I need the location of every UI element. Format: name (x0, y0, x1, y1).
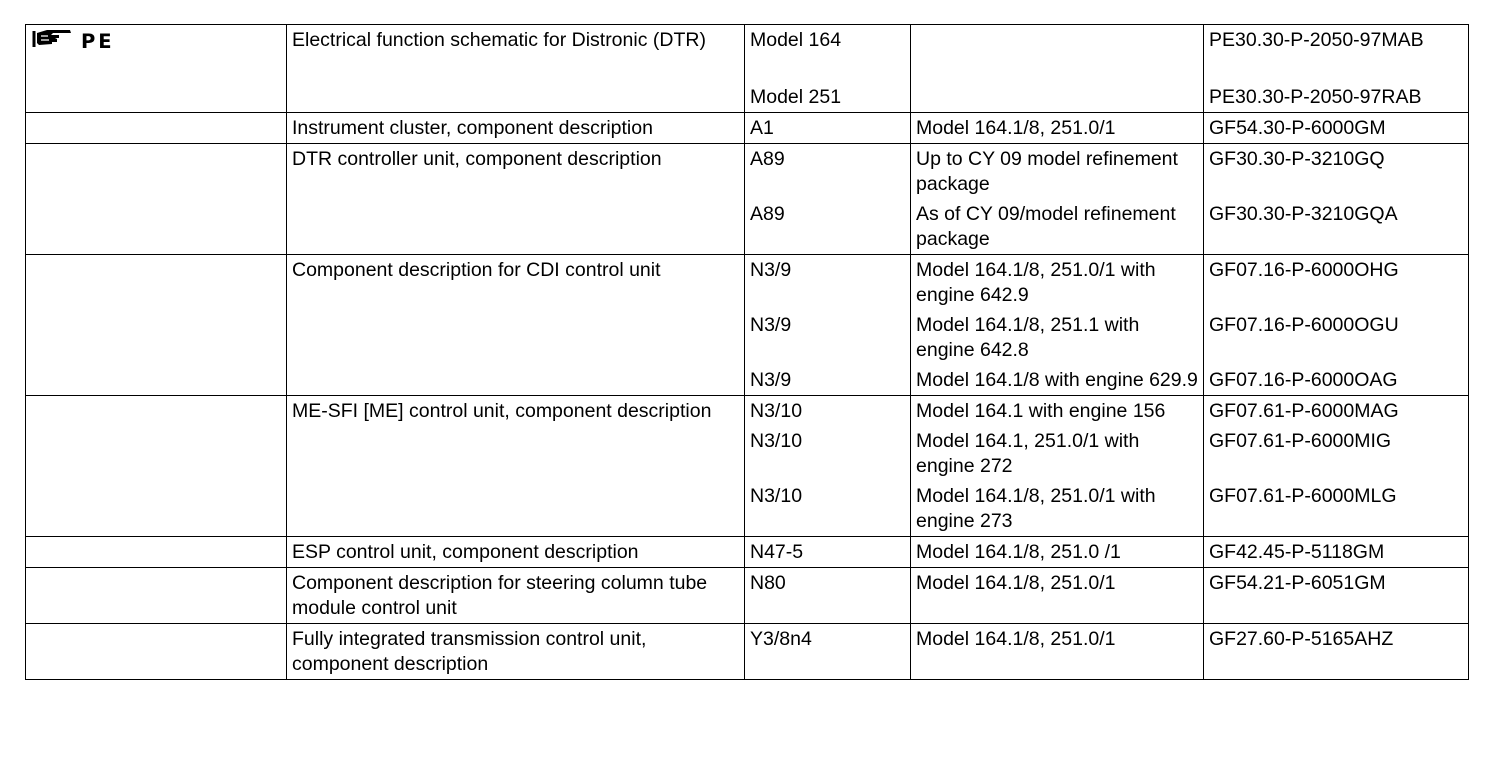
blank-cell (26, 396, 287, 537)
document-number: GF30.30-P-3210GQA (1204, 199, 1469, 255)
component-code: N3/9 (745, 310, 911, 365)
document-number: GF54.21-P-6051GM (1204, 568, 1469, 624)
document-number: GF54.30-P-6000GM (1204, 113, 1469, 144)
component-description: Fully integrated transmission control unit, component description (287, 624, 745, 680)
applicability: As of CY 09/model refinement package (911, 199, 1204, 255)
document-number: GF27.60-P-5165AHZ (1204, 624, 1469, 680)
component-description: Component description for steering column tube module control unit (287, 568, 745, 624)
header-applicability (911, 82, 1204, 113)
component-code: N3/10 (745, 426, 911, 481)
applicability: Model 164.1/8 with engine 629.9 (911, 365, 1204, 396)
applicability: Model 164.1/8, 251.1 with engine 642.8 (911, 310, 1204, 365)
reference-table (25, 24, 1469, 680)
component-description: DTR controller unit, component description (287, 144, 745, 255)
applicability: Model 164.1/8, 251.0/1 (911, 568, 1204, 624)
applicability: Model 164.1/8, 251.0/1 (911, 624, 1204, 680)
table-row (26, 568, 1469, 624)
blank-cell (26, 537, 287, 568)
applicability: Model 164.1, 251.0/1 with engine 272 (911, 426, 1204, 481)
table-row (26, 396, 1469, 427)
component-code: A89 (745, 144, 911, 200)
component-description: ME-SFI [ME] control unit, component description (287, 396, 745, 537)
applicability: Model 164.1/8, 251.0/1 with engine 273 (911, 481, 1204, 537)
header-title: Electrical function schematic for Distronic (DTR) (287, 25, 745, 113)
document-number: GF07.61-P-6000MIG (1204, 426, 1469, 481)
document-number: GF07.16-P-6000OGU (1204, 310, 1469, 365)
header-model: Model 164 (745, 25, 911, 83)
pe-label: PE (81, 30, 115, 53)
pointing-hand-icon (31, 26, 75, 56)
header-row (26, 25, 1469, 83)
applicability: Model 164.1/8, 251.0/1 (911, 113, 1204, 144)
table-row (26, 255, 1469, 311)
table-row (26, 113, 1469, 144)
blank-cell (26, 568, 287, 624)
reference-table-body (26, 25, 1469, 680)
header-document: PE30.30-P-2050-97RAB (1204, 82, 1469, 113)
blank-cell (26, 624, 287, 680)
document-number: GF07.16-P-6000OHG (1204, 255, 1469, 311)
table-row (26, 624, 1469, 680)
component-description: Instrument cluster, component description (287, 113, 745, 144)
component-code: Y3/8n4 (745, 624, 911, 680)
component-description: Component description for CDI control unit (287, 255, 745, 396)
component-code: A89 (745, 199, 911, 255)
applicability: Model 164.1/8, 251.0/1 with engine 642.9 (911, 255, 1204, 311)
component-code: N3/10 (745, 481, 911, 537)
component-code: N3/9 (745, 365, 911, 396)
blank-cell (26, 255, 287, 396)
component-description: ESP control unit, component description (287, 537, 745, 568)
blank-cell (26, 113, 287, 144)
document-number: GF42.45-P-5118GM (1204, 537, 1469, 568)
component-code: N80 (745, 568, 911, 624)
component-code: N47-5 (745, 537, 911, 568)
header-document: PE30.30-P-2050-97MAB (1204, 25, 1469, 83)
component-code: A1 (745, 113, 911, 144)
document-number: GF07.16-P-6000OAG (1204, 365, 1469, 396)
document-number: GF30.30-P-3210GQ (1204, 144, 1469, 200)
applicability: Model 164.1/8, 251.0 /1 (911, 537, 1204, 568)
pe-marker-cell (26, 25, 287, 113)
table-row (26, 537, 1469, 568)
table-row (26, 144, 1469, 200)
component-code: N3/10 (745, 396, 911, 427)
document-number: GF07.61-P-6000MLG (1204, 481, 1469, 537)
blank-cell (26, 144, 287, 255)
document-number: GF07.61-P-6000MAG (1204, 396, 1469, 427)
component-code: N3/9 (745, 255, 911, 311)
applicability: Model 164.1 with engine 156 (911, 396, 1204, 427)
applicability: Up to CY 09 model refinement package (911, 144, 1204, 200)
header-model: Model 251 (745, 82, 911, 113)
header-applicability (911, 25, 1204, 83)
